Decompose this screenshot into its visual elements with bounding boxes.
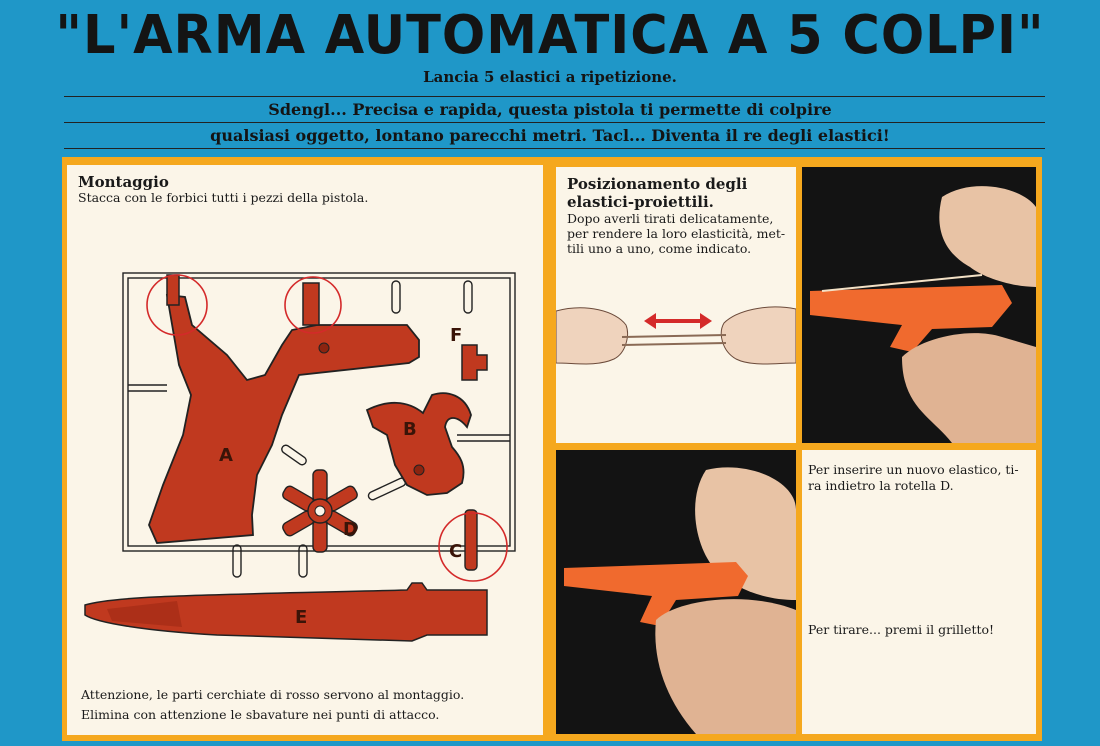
part-label-a: A <box>219 445 233 466</box>
part-f <box>462 345 487 380</box>
stretching-elastic-illustration <box>556 263 796 443</box>
montaggio-heading: Montaggio <box>78 173 169 191</box>
montaggio-note-1: Attenzione, le parti cerchiate di rosso servono al montaggio. <box>81 687 465 702</box>
part-label-f: F <box>450 325 463 346</box>
posizionamento-heading-2: elastici-proiettili. <box>567 193 714 211</box>
montaggio-note-2: Elimina con attenzione le sbavature nei punti di attacco. <box>81 707 440 722</box>
inserire-text-2: ra indietro la rotella D. <box>808 478 954 493</box>
part-b <box>367 393 471 495</box>
instructions-text-panel <box>802 450 1036 734</box>
divider-rule <box>64 96 1045 97</box>
tirare-text: Per tirare... premi il grilletto! <box>808 622 995 637</box>
posizionamento-text-1: Dopo averli tirati delicatamente, <box>567 211 774 226</box>
part-label-e: E <box>295 607 308 628</box>
intro-line-1: Sdengl... Precisa e rapida, questa pistola ti permette di colpire <box>268 100 832 119</box>
instruction-frame <box>62 157 1042 741</box>
posizionamento-heading-1: Posizionamento degli <box>567 175 748 193</box>
divider-rule <box>64 148 1045 149</box>
part-c <box>465 510 477 570</box>
posizionamento-text-3: tili uno a uno, come indicato. <box>567 241 752 256</box>
intro-line-2: qualsiasi oggetto, lontano parecchi metri. Tacl... Diventa il re degli elastici! <box>210 126 890 145</box>
posizionamento-text-2: per rendere la loro elasticità, met- <box>567 226 786 241</box>
posizionamento-panel <box>556 167 796 443</box>
page-title: "L'ARMA AUTOMATICA A 5 COLPI" <box>55 4 1045 67</box>
part-label-c: C <box>449 541 463 562</box>
parts-sprue-diagram <box>67 165 543 735</box>
pulling-wheel-photo <box>556 450 796 734</box>
montaggio-text: Stacca con le forbici tutti i pezzi della pistola. <box>78 190 369 205</box>
part-label-d: D <box>343 519 358 540</box>
subtitle: Lancia 5 elastici a ripetizione. <box>423 68 677 86</box>
montaggio-panel <box>67 165 543 735</box>
inserire-text-1: Per inserire un nuovo elastico, ti- <box>808 462 1019 477</box>
part-e <box>85 583 487 641</box>
part-label-b: B <box>403 419 417 440</box>
loading-elastic-photo <box>802 167 1036 443</box>
divider-rule <box>64 122 1045 123</box>
